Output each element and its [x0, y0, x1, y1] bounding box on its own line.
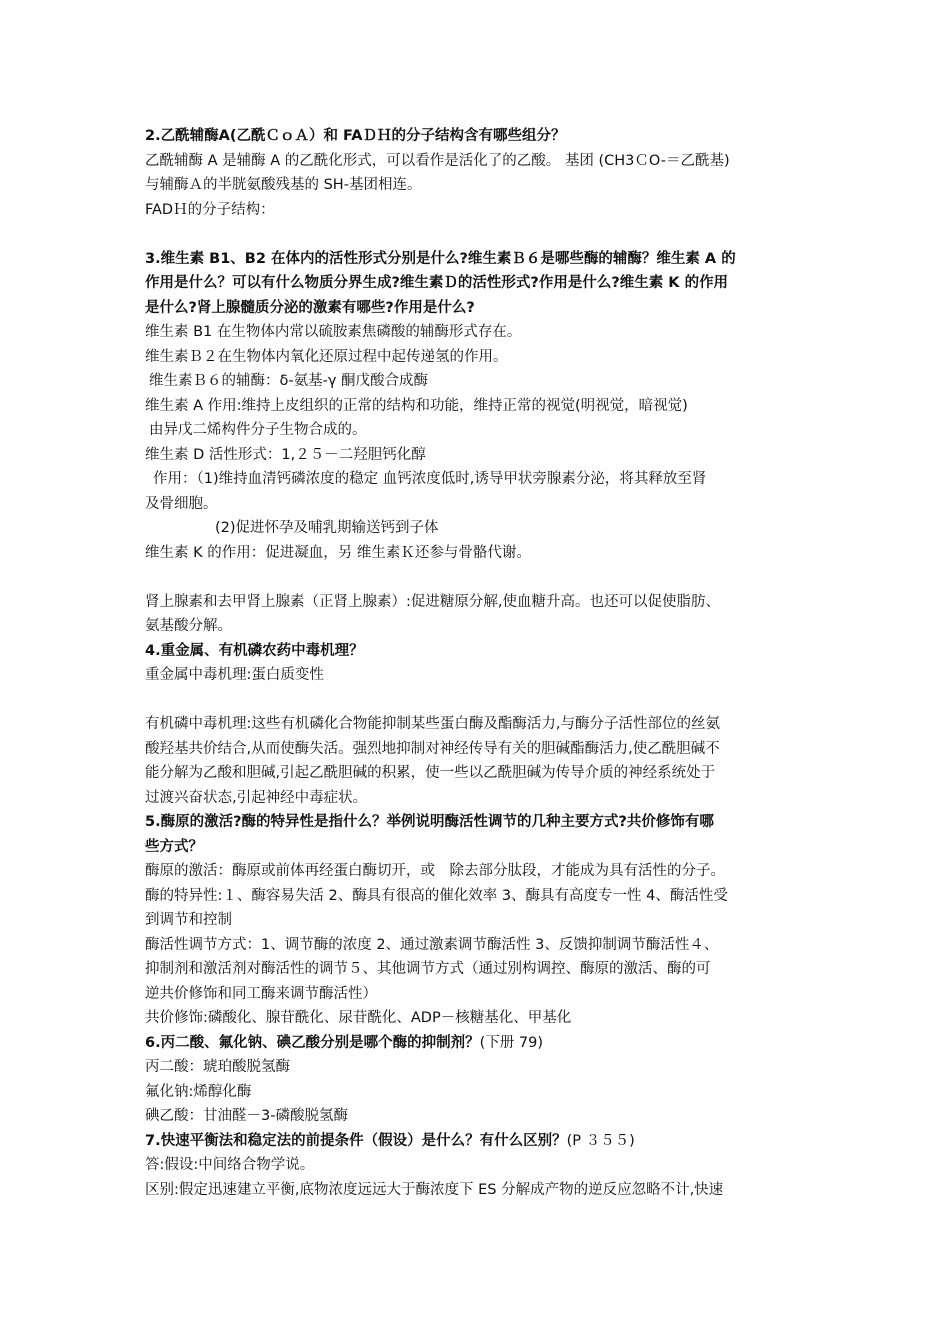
answer-line: 逆共价修饰和同工酶来调节酶活性） [145, 985, 377, 1002]
answer-line: 酸羟基共价结合,从而使酶失活。强烈地抑制对神经传导有关的胆碱酯酶活力,使乙酰胆碱不 [145, 740, 720, 757]
answer-line: 肾上腺素和去甲肾上腺素（正肾上腺素）:促进糖原分解,使血糖升高。也还可以促使脂肪、 [145, 593, 720, 610]
answer-line: 作用：（1)维持血清钙磷浓度的稳定 血钙浓度低时,诱导甲状旁腺素分泌，将其释放至肾 [153, 471, 707, 487]
answer-line: 与辅酶Ａ的半胱氨酸残基的 SH-基团相连。 [145, 177, 422, 193]
question-7-title [145, 1129, 813, 1154]
answer-line: (2)促进怀孕及哺乳期输送钙到子体 [215, 520, 439, 536]
page-reference: (P ３５５) [566, 1132, 635, 1149]
answer-line: 乙酰辅酶 A 是辅酶 A 的乙酰化形式，可以看作是活化了的乙酸。 基团 (CH3ＣO-＝乙酰基) [145, 152, 730, 169]
blank-line [145, 688, 813, 713]
answer-line: 酶原的激活：酶原或前体再经蛋白酶切开，或 除去部分肽段，才能成为具有活性的分子。 [145, 863, 725, 879]
document-body [145, 124, 813, 1202]
answer-line: 维生素 K 的作用：促进凝血，另 维生素Ｋ还参与骨骼代谢。 [145, 544, 531, 561]
answer-line: 能分解为乙酸和胆碱,引起乙酰胆碱的积累，使一些以乙酰胆碱为传导介质的神经系统处于 [145, 765, 716, 781]
blank-line [145, 222, 813, 247]
question-3-title: 3.维生素 B1、B2 在体内的活性形式分别是什么?维生素Ｂ６是哪些酶的辅酶？维生素 A 的 [145, 250, 736, 267]
answer-line: 由异戊二烯构件分子生物合成的。 [149, 422, 367, 438]
question-4-title: 4.重金属、有机磷农药中毒机理？ [145, 642, 364, 659]
answer-line: 维生素Ｂ６的辅酶：δ-氨基-γ 酮戊酸合成酶 [149, 373, 429, 389]
answer-line: FADＨ的分子结构： [145, 201, 275, 218]
answer-line: 维生素 B1 在生物体内常以硫胺素焦磷酸的辅酶形式存在。 [145, 324, 522, 340]
answer-line: 酶活性调节方式：1、调节酶的浓度 2、通过激素调节酶活性 3、反馈抑制调节酶活性４、 [145, 936, 719, 953]
question-3-title: 是什么?肾上腺髓质分泌的激素有哪些?作用是什么? [145, 299, 475, 316]
question-7-text: 7.快速平衡法和稳定法的前提条件（假设）是什么？有什么区别？ [145, 1132, 567, 1149]
answer-line: 碘乙酸：甘油醛－3-磷酸脱氢酶 [145, 1108, 348, 1124]
answer-line: 维生素Ｂ２在生物体内氧化还原过程中起传递氢的作用。 [145, 348, 508, 365]
blank-line [145, 565, 813, 590]
question-5-title: 些方式？ [145, 838, 203, 855]
answer-line: 到调节和控制 [145, 912, 232, 928]
answer-line: 共价修饰:磷酸化、腺苷酰化、尿苷酰化、ADP－核糖基化、甲基化 [145, 1010, 572, 1026]
question-5-title: 5.酶原的激活?酶的特异性是指什么？举例说明酶活性调节的几种主要方式?共价修饰有哪 [145, 814, 714, 830]
question-3-title: 作用是什么？可以有什么物质分界生成?维生素Ｄ的活性形式?作用是什么?维生素 K 的作用 [145, 275, 729, 291]
answer-line: 维生素 A 作用:维持上皮组织的正常的结构和功能，维持正常的视觉(明视觉，暗视觉) [145, 397, 688, 414]
question-6-title [145, 1031, 813, 1056]
answer-line: 抑制剂和激活剂对酶活性的调节５、其他调节方式（通过别构调控、酶原的激活、酶的可 [145, 961, 711, 977]
page-reference: (下册 79) [479, 1034, 543, 1051]
answer-line: 酶的特异性:１、酶容易失活 2、酶具有很高的催化效率 3、酶具有高度专一性 4、酶活性受 [145, 887, 728, 904]
answer-line: 氨基酸分解。 [145, 618, 232, 634]
answer-line: 重金属中毒机理:蛋白质变性 [145, 667, 324, 683]
answer-line: 丙二酸：琥珀酸脱氢酶 [145, 1059, 290, 1075]
answer-line: 答:假设:中间络合物学说。 [145, 1157, 315, 1173]
answer-line: 维生素 D 活性形式：1,２５－二羟胆钙化醇 [145, 446, 426, 463]
answer-line: 区别:假定迅速建立平衡,底物浓度远远大于酶浓度下 ES 分解成产物的逆反应忽略不计,快速 [145, 1181, 724, 1198]
question-2-title: 2.乙酰辅酶A(乙酰ＣｏＡ）和 FAＤＨ的分子结构含有哪些组分？ [145, 128, 566, 144]
answer-line: 有机磷中毒机理:这些有机磷化合物能抑制某些蛋白酶及酯酶活力,与酶分子活性部位的丝氨 [145, 716, 720, 732]
answer-line: 氟化钠:烯醇化酶 [145, 1083, 252, 1100]
question-6-text: 6.丙二酸、氟化钠、碘乙酸分别是哪个酶的抑制剂？ [145, 1034, 480, 1051]
answer-line: 过渡兴奋状态,引起神经中毒症状。 [145, 789, 368, 806]
answer-line: 及骨细胞。 [145, 495, 218, 512]
